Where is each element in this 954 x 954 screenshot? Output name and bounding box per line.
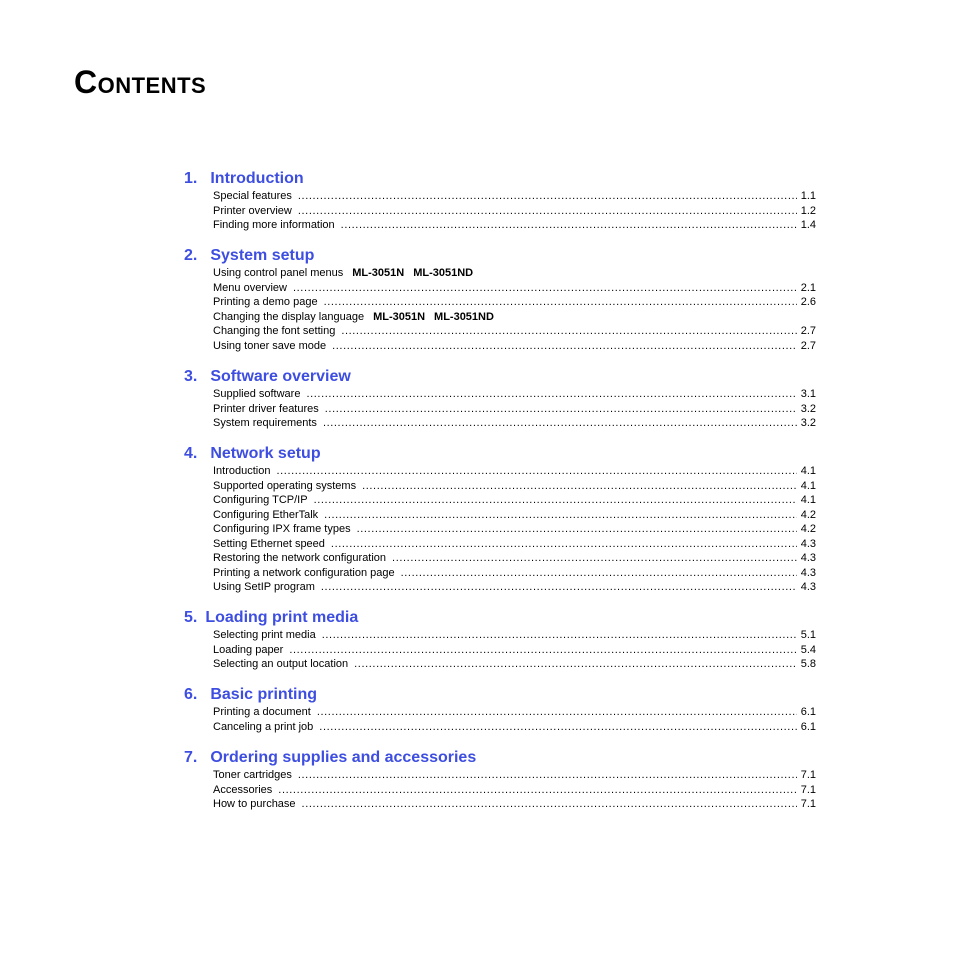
dot-leader: [332, 340, 797, 352]
toc-page-number: 4.3: [800, 552, 816, 564]
dot-leader: [331, 538, 797, 550]
dot-leader: [323, 417, 797, 429]
toc-page-number: 4.3: [800, 566, 816, 579]
toc-entry-label: Using toner save mode: [213, 339, 327, 352]
dot-leader: [298, 190, 797, 202]
toc-page-number: 2.6: [800, 296, 816, 308]
chapter-1: [184, 170, 816, 234]
toc-entry-label: Selecting an output location: [213, 658, 349, 670]
dot-leader: [321, 581, 797, 593]
toc-entry-label: Finding more information: [213, 219, 335, 231]
toc-subheading-label: Changing the display language: [213, 310, 365, 323]
toc-entry-link[interactable]: [213, 190, 816, 205]
chapter-heading-link[interactable]: [184, 609, 816, 629]
toc-entry-label: System requirements: [213, 417, 317, 429]
model-name: ML-3051ND: [434, 310, 494, 323]
toc-page-number: 4.2: [800, 508, 816, 521]
toc-entry-link[interactable]: [213, 480, 816, 495]
toc-page-number: 3.1: [800, 388, 816, 400]
dot-leader: [278, 784, 796, 796]
toc-entry-link[interactable]: [213, 629, 816, 644]
chapter-heading-link[interactable]: [184, 686, 816, 706]
toc-page-number: 3.2: [800, 402, 816, 415]
dot-leader: [322, 629, 797, 641]
toc-entry-label: Configuring IPX frame types: [213, 523, 351, 535]
chapter-number: 3.: [184, 368, 198, 385]
toc-page-number: 5.8: [800, 658, 816, 670]
chapter-7: [184, 749, 816, 813]
toc-page-number: 4.1: [800, 479, 816, 492]
toc-entry-label: Introduction: [213, 465, 271, 477]
toc-entry-label: Configuring EtherTalk: [213, 508, 319, 521]
toc-entry-link[interactable]: [213, 658, 816, 673]
chapter-title: Ordering supplies and accessories: [210, 749, 477, 766]
model-name: ML-3051N: [373, 310, 426, 323]
dot-leader: [306, 388, 796, 400]
chapter-heading-link[interactable]: [184, 247, 816, 267]
dot-leader: [314, 494, 797, 506]
toc-entry-label: Loading paper: [213, 643, 284, 656]
dot-leader: [276, 465, 796, 477]
toc-entry-link[interactable]: [213, 644, 816, 659]
dot-leader: [302, 798, 797, 810]
dot-leader: [357, 523, 797, 535]
chapter-3: [184, 368, 816, 432]
toc-entry-label: Restoring the network configuration: [213, 552, 387, 564]
chapter-number: 1.: [184, 170, 198, 187]
chapter-title: Software overview: [210, 368, 351, 385]
toc-entry-link[interactable]: [213, 721, 816, 736]
toc-entry-label: Printing a network configuration page: [213, 566, 395, 579]
toc-page-number: 7.1: [800, 769, 816, 781]
chapter-4: [184, 445, 816, 596]
toc-entry-link[interactable]: [213, 296, 816, 311]
dot-leader: [392, 552, 797, 564]
dot-leader: [317, 706, 797, 718]
dot-leader: [341, 325, 796, 337]
chapter-heading-link[interactable]: [184, 445, 816, 465]
toc-entry-label: Configuring TCP/IP: [213, 494, 308, 506]
toc-page-number: 2.1: [800, 281, 816, 294]
chapter-title: Introduction: [210, 170, 304, 187]
chapter-title: Basic printing: [210, 686, 318, 703]
model-name: ML-3051N: [352, 267, 405, 279]
toc-entry-label: Using SetIP program: [213, 581, 315, 593]
dot-leader: [401, 567, 797, 579]
chapter-number: 2.: [184, 247, 198, 264]
toc-entry-link[interactable]: [213, 523, 816, 538]
toc-entry-label: Canceling a print job: [213, 720, 314, 733]
toc-page-number: 7.1: [800, 783, 816, 796]
dot-leader: [325, 403, 797, 415]
chapter-title: Network setup: [210, 445, 321, 462]
toc-entry-link[interactable]: [213, 388, 816, 403]
toc-entry-label: Toner cartridges: [213, 769, 292, 781]
toc-page-number: 4.3: [800, 581, 816, 593]
toc-entry-label: Printing a demo page: [213, 296, 318, 308]
toc-entry-link[interactable]: [213, 769, 816, 784]
toc-entry-label: Supported operating systems: [213, 479, 357, 492]
toc-entry-label: Selecting print media: [213, 629, 316, 641]
toc-subheading: [213, 267, 816, 282]
toc-entry-link[interactable]: [213, 784, 816, 799]
toc-page-number: 6.1: [800, 720, 816, 733]
model-name: ML-3051ND: [413, 267, 474, 279]
toc-entry-label: Accessories: [213, 783, 273, 796]
toc-page-number: 4.3: [800, 537, 816, 550]
dot-leader: [298, 769, 797, 781]
toc-page-number: 4.1: [800, 494, 816, 506]
dot-leader: [341, 219, 797, 231]
toc-page-number: 1.4: [800, 219, 816, 231]
dot-leader: [324, 296, 797, 308]
toc-page-number: 3.2: [800, 417, 816, 429]
toc-entry-link[interactable]: [213, 567, 816, 582]
toc-entry-link[interactable]: [213, 706, 816, 721]
toc-entry-link[interactable]: [213, 581, 816, 596]
page-title: Contents: [74, 64, 207, 100]
toc-page-number: 4.1: [800, 465, 816, 477]
toc-entry-link[interactable]: [213, 325, 816, 340]
chapter-number: 6.: [184, 686, 198, 703]
toc-page-number: 1.2: [800, 204, 816, 217]
toc-page-number: 2.7: [800, 339, 816, 352]
dot-leader: [354, 658, 797, 670]
toc-entry-link[interactable]: [213, 465, 816, 480]
toc-entry-link[interactable]: [213, 282, 816, 297]
toc-entry-link[interactable]: [213, 340, 816, 355]
dot-leader: [289, 644, 796, 656]
chapter-5: [184, 609, 816, 673]
dot-leader: [298, 205, 797, 217]
toc-subheading: [213, 311, 816, 326]
toc-entry-link[interactable]: [213, 205, 816, 220]
toc-entry-link[interactable]: [213, 538, 816, 553]
dot-leader: [362, 480, 797, 492]
toc-entry-label: Special features: [213, 190, 292, 202]
toc-entry-link[interactable]: [213, 219, 816, 234]
toc-page-number: 4.2: [800, 523, 816, 535]
toc-subheading-label: Using control panel menus: [213, 267, 344, 279]
toc-page-number: 7.1: [800, 798, 816, 810]
toc-entry-label: Supplied software: [213, 388, 301, 400]
toc-page-number: 1.1: [800, 190, 816, 202]
toc-entry-label: Printer overview: [213, 204, 292, 217]
toc-entry-link[interactable]: [213, 494, 816, 509]
toc-entry-link[interactable]: [213, 417, 816, 432]
chapter-2: [184, 247, 816, 354]
toc-page-number: 5.1: [800, 629, 816, 641]
dot-leader: [324, 509, 797, 521]
dot-leader: [293, 282, 797, 294]
toc-page-number: 6.1: [800, 706, 816, 718]
toc-entry-link[interactable]: [213, 552, 816, 567]
dot-leader: [319, 721, 796, 733]
toc-entry-label: Menu overview: [213, 281, 287, 294]
toc-entry-link[interactable]: [213, 403, 816, 418]
chapter-heading-link[interactable]: [184, 749, 816, 769]
toc-page-number: 5.4: [800, 643, 816, 656]
chapter-title: Loading print media: [205, 609, 359, 626]
toc-entry-link[interactable]: [213, 509, 816, 524]
chapter-heading-link[interactable]: [184, 170, 816, 190]
toc-entry-label: Changing the font setting: [213, 325, 336, 337]
toc-page-number: 2.7: [800, 325, 816, 337]
chapter-title: System setup: [210, 247, 315, 264]
toc-entry-label: Printing a document: [213, 706, 311, 718]
toc-entry-link[interactable]: [213, 798, 816, 813]
chapter-number: 5.: [184, 609, 198, 626]
toc-entry-label: Setting Ethernet speed: [213, 537, 325, 550]
toc-entry-label: Printer driver features: [213, 402, 319, 415]
chapter-number: 4.: [184, 445, 198, 462]
toc-entry-label: How to purchase: [213, 798, 296, 810]
chapter-6: [184, 686, 816, 735]
chapter-number: 7.: [184, 749, 198, 766]
chapter-heading-link[interactable]: [184, 368, 816, 388]
